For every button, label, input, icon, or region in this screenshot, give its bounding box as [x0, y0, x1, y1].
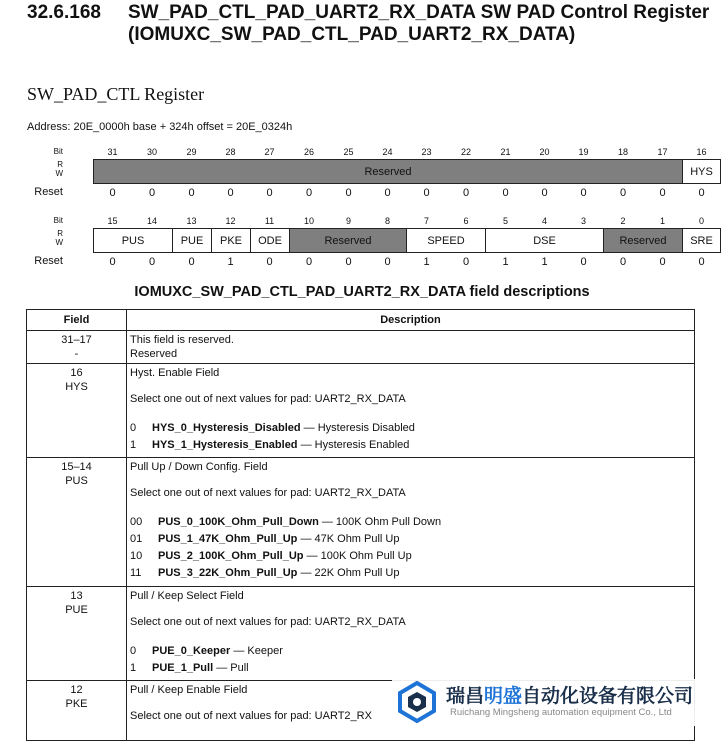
bit-number: 30	[146, 147, 157, 157]
value-key: 1	[130, 439, 137, 451]
reset-value: 0	[266, 187, 273, 199]
table-row	[27, 364, 695, 458]
field-cell	[27, 364, 127, 458]
reset-value: 0	[462, 256, 470, 268]
reset-value: 0	[541, 187, 548, 199]
reset-value: 0	[462, 187, 470, 199]
reset-value: 0	[423, 187, 430, 199]
bit-number: 1	[659, 216, 665, 226]
value-name: PUS_3_22K_Ohm_Pull_Up	[158, 567, 298, 579]
bit-number: 19	[578, 147, 589, 157]
field-bits: 15–14	[61, 461, 92, 473]
field-pus: PUS	[93, 228, 173, 253]
value-desc: — Hysteresis Enabled	[297, 439, 410, 451]
description-text: This field is reserved.	[130, 334, 234, 346]
bit-number: 15	[107, 216, 118, 226]
description-cell	[127, 331, 695, 364]
value-list	[130, 514, 691, 582]
write-label: W	[55, 238, 63, 247]
register-subtitle: SW_PAD_CTL Register	[27, 84, 205, 104]
description-cell	[127, 458, 695, 587]
field-bits: 16	[70, 367, 83, 379]
value-item	[130, 531, 691, 548]
bit-number: 29	[186, 147, 197, 157]
field-bits: 13	[70, 590, 83, 602]
bit-number: 21	[500, 147, 511, 157]
value-desc: — Hysteresis Disabled	[300, 422, 415, 434]
reset-value: 0	[148, 256, 156, 268]
value-desc: — 22K Ohm Pull Up	[297, 567, 400, 579]
bit-number: 23	[421, 147, 432, 157]
value-name: PUS_0_100K_Ohm_Pull_Down	[158, 516, 319, 528]
field-cell	[27, 458, 127, 587]
reset-label: Reset	[34, 186, 63, 198]
reset-value: 0	[345, 187, 352, 199]
value-key: 10	[130, 550, 143, 562]
value-name: PUE_0_Keeper	[152, 645, 231, 657]
bit-label: Bit	[53, 216, 63, 225]
value-name: HYS_1_Hysteresis_Enabled	[152, 439, 298, 451]
reset-value: 0	[305, 256, 313, 268]
bit-number: 26	[303, 147, 314, 157]
field-speed: SPEED	[406, 228, 486, 253]
reset-value: 0	[698, 256, 705, 268]
company-watermark	[392, 679, 724, 726]
bit-number: 28	[225, 147, 236, 157]
section-number: 32.6.168	[27, 2, 101, 23]
reset-value: 1	[502, 256, 509, 268]
reset-value: 0	[266, 256, 273, 268]
value-item	[130, 565, 691, 582]
field-name: HYS	[65, 381, 88, 393]
reset-value: 0	[659, 187, 666, 199]
reset-value: 0	[698, 187, 705, 199]
value-list	[130, 420, 691, 454]
bit-number: 22	[460, 147, 471, 157]
field-bits: 12	[70, 684, 83, 696]
table-header-row	[27, 310, 695, 331]
field-pue: PUE	[172, 228, 212, 253]
field-descriptions-table	[26, 309, 695, 741]
reset-value: 0	[502, 187, 509, 199]
bit-number: 3	[580, 216, 586, 226]
field-name: PKE	[65, 698, 88, 710]
bit-number: 8	[384, 216, 390, 226]
bit-number: 16	[696, 147, 707, 157]
bit-number: 13	[186, 216, 197, 226]
bit-label: Bit	[53, 147, 63, 156]
description-text: Select one out of next values for pad: UART2_RX	[130, 710, 372, 722]
bit-number: 5	[502, 216, 508, 226]
value-item	[130, 420, 691, 437]
value-item	[130, 514, 691, 531]
table-row	[27, 458, 695, 587]
table-title: IOMUXC_SW_PAD_CTL_PAD_UART2_RX_DATA field descriptions	[134, 284, 590, 300]
table-row	[27, 331, 695, 364]
company-name-part: 瑞昌	[446, 686, 485, 707]
field-sre: SRE	[682, 228, 721, 253]
table-row	[27, 587, 695, 681]
column-header-field: Field	[27, 310, 127, 331]
value-item	[130, 437, 691, 454]
bit-number: 17	[657, 147, 668, 157]
field-cell	[27, 587, 127, 681]
value-item	[130, 660, 691, 677]
read-label: R	[57, 160, 63, 169]
bit-number: 10	[303, 216, 314, 226]
bit-number: 20	[539, 147, 550, 157]
reset-value: 0	[227, 187, 234, 199]
value-name: PUS_2_100K_Ohm_Pull_Up	[158, 550, 304, 562]
field-pke: PKE	[211, 228, 251, 253]
reset-value: 0	[148, 187, 156, 199]
field-cell	[27, 681, 127, 741]
reset-value: 0	[619, 256, 627, 268]
company-name-cn	[446, 681, 693, 708]
reset-value: 0	[580, 187, 587, 199]
reset-value: 0	[109, 187, 116, 199]
register-upper	[27, 147, 713, 203]
value-name: PUS_1_47K_Ohm_Pull_Up	[158, 533, 298, 545]
value-key: 1	[130, 662, 137, 674]
value-desc: — 47K Ohm Pull Up	[297, 533, 400, 545]
reset-value: 1	[227, 256, 234, 268]
reset-value: 0	[188, 256, 195, 268]
value-key: 00	[130, 516, 143, 528]
description-text: Pull / Keep Select Field	[130, 590, 244, 602]
bit-number: 0	[698, 216, 704, 226]
field-hys: HYS	[682, 159, 721, 184]
register-lower	[27, 216, 713, 272]
description-cell	[127, 587, 695, 681]
description-text: Select one out of next values for pad: UART2_RX_DATA	[130, 393, 406, 405]
description-text: Pull / Keep Enable Field	[130, 684, 248, 696]
field-reserved-2-1: Reserved	[603, 228, 683, 253]
company-name-part: 自动化设备有限公司	[522, 686, 694, 707]
bit-number: 18	[617, 147, 628, 157]
value-desc: — Keeper	[230, 645, 283, 657]
value-list	[130, 643, 691, 677]
section-title: SW_PAD_CTL_PAD_UART2_RX_DATA SW PAD Control Register (IOMUXC_SW_PAD_CTL_PAD_UART2_RX_DATA)	[128, 2, 710, 45]
reset-value: 1	[541, 256, 548, 268]
bit-number: 31	[107, 147, 118, 157]
field-cell	[27, 331, 127, 364]
reset-value: 0	[345, 256, 352, 268]
company-logo-icon	[396, 681, 438, 723]
reset-value: 0	[659, 256, 666, 268]
value-item	[130, 548, 691, 565]
bit-number: 4	[541, 216, 547, 226]
description-text: Select one out of next values for pad: UART2_RX_DATA	[130, 616, 406, 628]
company-name-en: Ruichang Mingsheng automation equipment Co., Ltd	[450, 707, 672, 718]
write-label: W	[55, 169, 63, 178]
field-name: PUS	[65, 475, 88, 487]
field-name: PUE	[65, 604, 88, 616]
value-desc: — Pull	[213, 662, 249, 674]
column-header-description: Description	[127, 310, 695, 331]
bit-number: 25	[343, 147, 354, 157]
value-desc: — 100K Ohm Pull Up	[303, 550, 412, 562]
description-cell	[127, 364, 695, 458]
value-item	[130, 643, 691, 660]
bit-number: 9	[345, 216, 351, 226]
reset-label: Reset	[34, 255, 63, 267]
value-name: PUE_1_Pull	[152, 662, 214, 674]
bit-number: 24	[382, 147, 393, 157]
reset-value: 0	[384, 187, 391, 199]
reset-value: 0	[188, 187, 195, 199]
description-text: Reserved	[130, 348, 178, 360]
bit-number: 2	[620, 216, 626, 226]
description-text: Hyst. Enable Field	[130, 367, 220, 379]
value-name: HYS_0_Hysteresis_Disabled	[152, 422, 301, 434]
description-text: Select one out of next values for pad: UART2_RX_DATA	[130, 487, 406, 499]
field-name: -	[74, 348, 79, 360]
bit-number: 27	[264, 147, 275, 157]
field-ode: ODE	[250, 228, 290, 253]
field-reserved-upper: Reserved	[93, 159, 683, 184]
reset-value: 1	[423, 256, 430, 268]
field-reserved-10-8: Reserved	[289, 228, 407, 253]
company-name-part: 明盛	[484, 686, 523, 707]
reset-value: 0	[305, 187, 313, 199]
value-desc: — 100K Ohm Pull Down	[318, 516, 442, 528]
bit-number: 12	[225, 216, 236, 226]
register-address: Address: 20E_0000h base + 324h offset = 20E_0324h	[27, 121, 293, 133]
value-key: 0	[130, 422, 137, 434]
bit-number: 14	[146, 216, 157, 226]
read-label: R	[57, 229, 63, 238]
reset-value: 0	[384, 256, 391, 268]
reset-value: 0	[580, 256, 587, 268]
value-key: 01	[130, 533, 143, 545]
reset-value: 0	[619, 187, 627, 199]
value-key: 11	[130, 567, 142, 579]
bit-number: 11	[264, 216, 275, 226]
field-bits: 31–17	[61, 334, 92, 346]
bit-number: 7	[423, 216, 429, 226]
reset-value: 0	[109, 256, 116, 268]
bit-number: 6	[463, 216, 469, 226]
value-key: 0	[130, 645, 137, 657]
field-dse: DSE	[485, 228, 604, 253]
description-text: Pull Up / Down Config. Field	[130, 461, 268, 473]
